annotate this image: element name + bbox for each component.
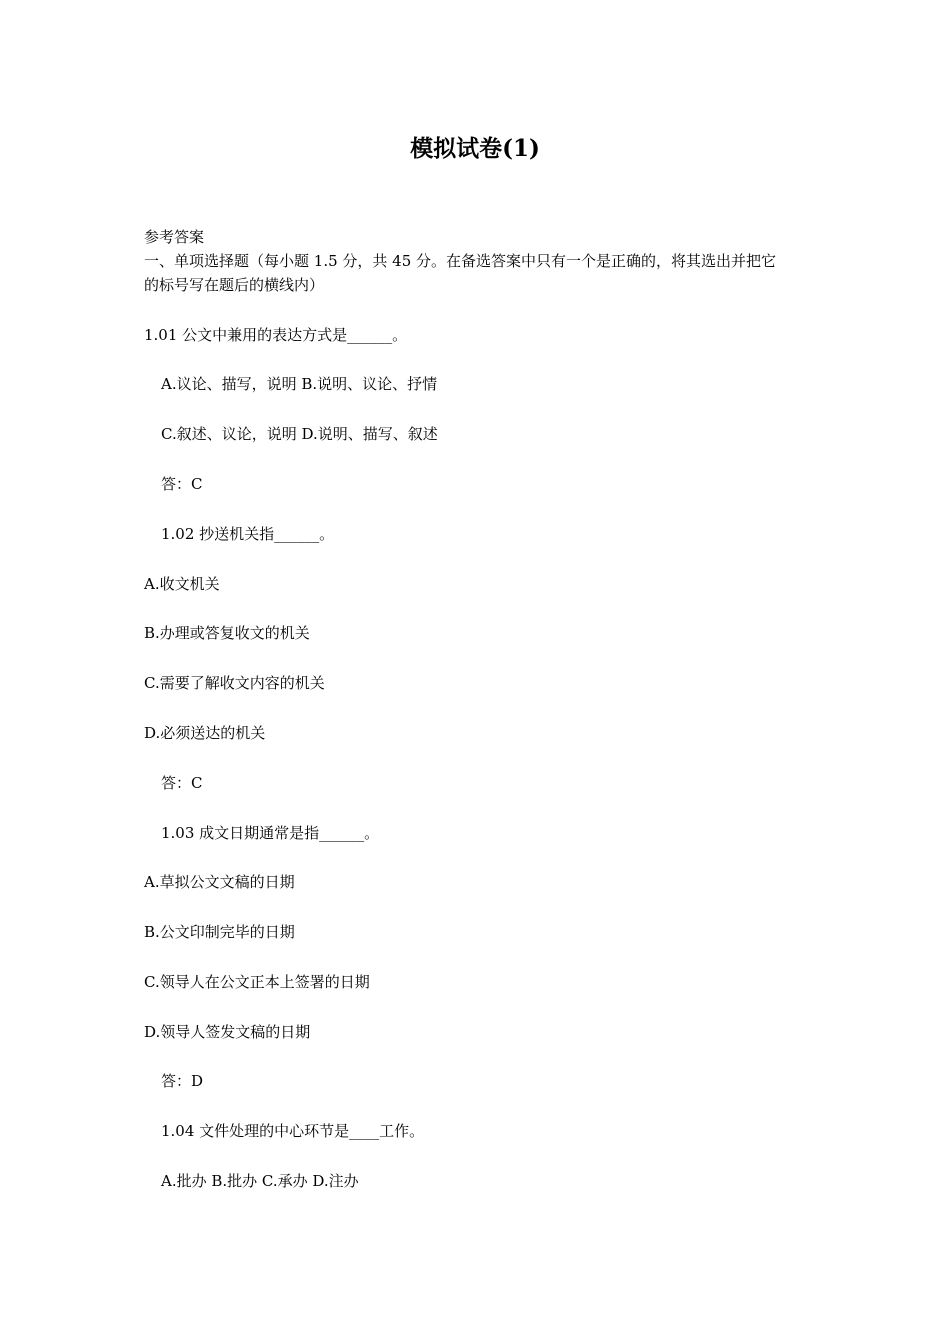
section-instructions-line1: 一、单项选择题（每小题 1.5 分，共 45 分。在备选答案中只有一个是正确的，将其选出并把它: [144, 252, 777, 270]
question-stem: 1.03 成文日期通常是指______。: [161, 824, 380, 842]
question-option: B.公文印制完毕的日期: [144, 923, 295, 941]
question-option: A.草拟公文文稿的日期: [144, 873, 295, 891]
question-stem: 1.02 抄送机关指______。: [161, 525, 335, 543]
question-answer: 答：D: [161, 1072, 204, 1090]
question-options: A.议论、描写，说明 B.说明、议论、抒情: [161, 375, 438, 393]
question-option: B.办理或答复收文的机关: [144, 624, 310, 642]
question-option: A.收文机关: [144, 575, 220, 593]
document-title: 模拟试卷(1): [410, 135, 540, 162]
answer-label: 参考答案: [144, 228, 205, 246]
question-option: C.需要了解收文内容的机关: [144, 674, 325, 692]
question-stem: 1.01 公文中兼用的表达方式是______。: [144, 326, 408, 344]
question-option: D.必须送达的机关: [144, 724, 266, 742]
question-answer: 答：C: [161, 475, 203, 493]
question-options: C.叙述、议论，说明 D.说明、描写、叙述: [161, 425, 438, 443]
section-instructions-line2: 的标号写在题后的横线内）: [144, 276, 325, 294]
question-options: A.批办 B.批办 C.承办 D.注办: [161, 1172, 359, 1190]
question-answer: 答：C: [161, 774, 203, 792]
question-stem: 1.04 文件处理的中心环节是____工作。: [161, 1122, 425, 1140]
question-option: D.领导人签发文稿的日期: [144, 1023, 311, 1041]
question-option: C.领导人在公文正本上签署的日期: [144, 973, 370, 991]
